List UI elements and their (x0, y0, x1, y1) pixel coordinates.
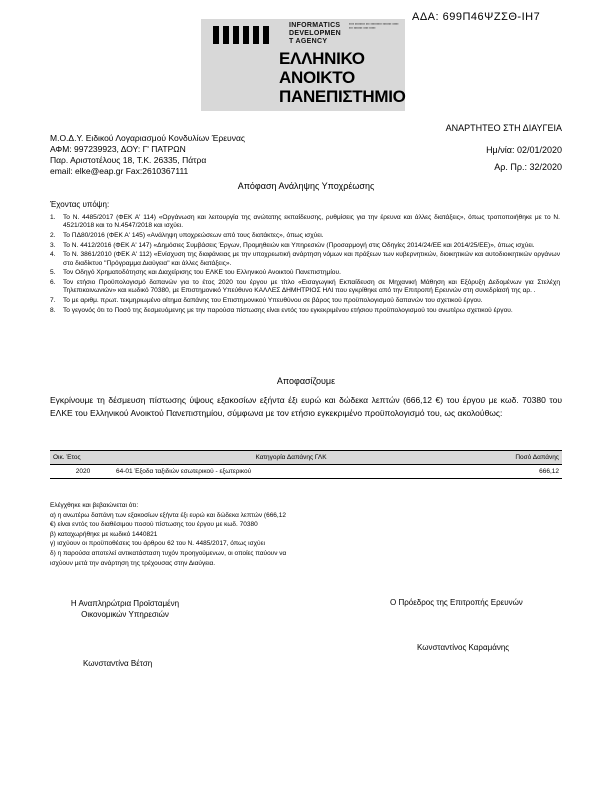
logo-name (279, 49, 406, 106)
item-text: Τον Οδηγό Χρηματοδότησης και Διαχείρισης του ΕΛΚΕ του Ελληνικού Ανοικτού Πανεπιστημίου. (63, 269, 341, 277)
doc-title: Απόφαση Ανάληψης Υποχρέωσης (237, 181, 375, 191)
item-text: Το Ν. 4412/2016 (ΦΕΚ Α' 147) «Δημόσιες Συμβάσεις Έργων, Προμηθειών και Υπηρεσιών (Προσαρμογή στις Οδηγίες 2014/24/ΕΕ και 2014/25/ΕΕ)», όπως ισχύει. (63, 241, 535, 249)
left-signature-name: Κωνσταντίνα Βέτση (83, 659, 153, 668)
left-role-line: Η Αναπληρώτρια Προϊσταμένη (70, 599, 180, 608)
table-cell: 2020 (50, 465, 116, 479)
doc-date: Ημ/νία: 02/01/2020 (486, 145, 562, 155)
table-cell: 64-01 Έξοδα ταξιδιών εσωτερικού - εξωτερικού (116, 465, 466, 479)
logo-agency-line: T AGENCY (289, 38, 328, 45)
org-name: Μ.Ο.Δ.Υ. Ειδικού Λογαριασμού Κονδυλίων Έρευνας (50, 133, 245, 143)
item-text: Το με αριθμ. πρωτ. τεκμηριωμένο αίτημα δαπάνης του Επιστημονικού Υπευθύνου σε βάρος του προϋπολογισμού δαπανών του σχετικού έργου. (63, 296, 483, 304)
table-header-row (50, 451, 562, 465)
verification-block (50, 501, 286, 568)
item-num: 3. (50, 241, 56, 249)
org-email: email: elke@eap.gr Fax:2610367111 (50, 166, 189, 176)
logo-agency-line: INFORMATICS (289, 22, 341, 29)
list-item (50, 307, 560, 315)
item-num: 2. (50, 231, 56, 239)
item-num: 4. (50, 251, 56, 259)
verification-line: γ) ισχύουν οι προϋποθέσεις του άρθρου 62 του Ν. 4485/2017, όπως ισχύει (50, 540, 265, 548)
org-block (50, 133, 245, 177)
approval-text: Εγκρίνουμε τη δέσμευση πίστωσης ύψους εξακοσίων εξήντα έξι ευρώ και δώδεκα λεπτών (666,12 €) του έργου με κωδ. 70380 του ΕΛΚΕ του Ελληνικού Ανοικτού Πανεπιστημίου, σύμφωνα με τον ετήσιο εγκεκριμένο προϋπολογισμό του, ως ακολούθως: (50, 395, 562, 418)
list-item (50, 232, 560, 240)
verification-line: €) είναι εντός του διαθέσιμου ποσού πίστωσης του έργου με κωδ. 70380 (50, 521, 258, 529)
table-cell: 666,12 (466, 465, 562, 479)
verification-line: α) η ανωτέρω δαπάνη των εξακοσίων εξήντα έξι ευρώ και δώδεκα λεπτών (666,12 (50, 511, 286, 519)
posting-label: ΑΝΑΡΤΗΤΕΟ ΣΤΗ ΔΙΑΥΓΕΙΑ (445, 123, 562, 133)
org-address: Παρ. Αριστοτέλους 18, Τ.Κ. 26335, Πάτρα (50, 155, 207, 165)
eap-logo (201, 19, 405, 111)
item-num: 5. (50, 269, 56, 277)
table-header-cell: Οικ. Έτος (50, 451, 116, 465)
verification-line: ισχύουν μετά την ανάρτηση της τρέχουσας στην Διαύγεια. (50, 559, 216, 567)
item-text: Το Ν. 4485/2017 (ΦΕΚ Α' 114) «Οργάνωση και λειτουργία της ανώτατης εκπαίδευσης, ρυθμίσεις για την έρευνα και άλλες διατάξεις», όπως τροποποιήθηκε με το Ν. 4521/2018 και το Ν.4547/2018 και ισχύει. (63, 214, 560, 230)
list-item (50, 242, 560, 250)
logo-fine-print: ▪▪▪▪ ▪▪▪▪▪▪▪▪ ▪▪▪ ▪▪▪▪▪▪▪▪▪ ▪▪▪▪▪▪▪ ▪▪▪▪▪ ▪▪▪ ▪▪▪▪▪▪▪ ▪▪▪▪ ▪▪▪▪▪ (349, 22, 399, 31)
logo-bars-icon (209, 24, 279, 46)
logo-name-line: ΠΑΝΕΠΙΣΤΗΜΙΟ (279, 87, 406, 106)
list-item (50, 297, 560, 305)
item-text: Τον ετήσιο Προϋπολογισμό δαπανών για το έτος 2020 του έργου με τίτλο «Εισαγωγική Εκπαίδευση σε Μηχανική Μάθηση και Εξόρυξη Δεδομένων για Στελέχη Τηλεπικοινωνιών» και κωδικό 70380, με Επιστημονικό Υπεύθυνο ΚΑΛΛΕΣ ΔΗΜΗΤΡΙΟΣ ΗΛΙ που εγκρίθηκε από την Επιτροπή Ερευνών στη συνεδρίασή της αρ. . (63, 279, 560, 295)
list-item (50, 214, 560, 230)
ada-code: ΑΔΑ: 699Π46ΨΖΣΘ-ΙΗ7 (412, 11, 541, 23)
list-item (50, 269, 560, 277)
verification-line: β) καταχωρήθηκε με κωδικό 1440821 (50, 530, 158, 538)
considerations-list (50, 214, 560, 317)
doc-protocol: Αρ. Πρ.: 32/2020 (494, 162, 562, 172)
verification-intro: Ελέγχθηκε και βεβαιώνεται ότι: (50, 502, 139, 509)
item-num: 8. (50, 306, 56, 314)
right-signature-name: Κωνσταντίνος Καραμάνης (417, 643, 510, 652)
right-signature-role: Ο Πρόεδρος της Επιτροπής Ερευνών (390, 598, 523, 607)
logo-agency-text (289, 22, 341, 46)
list-item (50, 251, 560, 267)
item-num: 1. (50, 214, 56, 221)
item-text: Το γεγονός ότι το Ποσό της δεσμευόμενης με την παρούσα πίστωσης είναι εντός του εγκεκριμένου ετήσιου προϋπολογισμού του ανωτέρω σχετικού έργου. (63, 306, 513, 314)
left-role-line: Οικονομικών Υπηρεσιών (81, 610, 169, 619)
logo-name-line: ΑΝΟΙΚΤΟ (279, 68, 355, 87)
left-signature-role (60, 598, 190, 620)
expense-table (50, 450, 562, 479)
table-header-cell: Κατηγορία Δαπάνης ΓΛΚ (116, 451, 466, 465)
list-item (50, 279, 560, 295)
item-text: Το Ν. 3861/2010 (ΦΕΚ Α' 112) «Ενίσχυση της διαφάνειας με την υποχρεωτική ανάρτηση νόμων και πράξεων των κυβερνητικών, διοικητικών και αυτοδιοικητικών οργάνων στο διαδίκτυο "Πρόγραμμα Διαύγεια" και άλλες διατάξεις». (63, 251, 560, 267)
logo-name-line: ΕΛΛΗΝΙΚΟ (279, 49, 365, 68)
org-afm: ΑΦΜ: 997239923, ΔΟΥ: Γ' ΠΑΤΡΩΝ (50, 144, 186, 154)
logo-agency-line: DEVELOPMEN (289, 30, 342, 37)
item-num: 6. (50, 279, 56, 287)
table-row (50, 465, 562, 479)
considering-label: Έχοντας υπόψη: (50, 200, 110, 209)
item-text: Το ΠΔ80/2016 (ΦΕΚ Α' 145) «Ανάληψη υποχρεώσεων από τους διατάκτες», όπως ισχύει. (63, 231, 324, 239)
decide-heading: Αποφασίζουμε (276, 376, 336, 386)
item-num: 7. (50, 296, 56, 304)
table-header-cell: Ποσό Δαπάνης (466, 451, 562, 465)
verification-line: δ) η παρούσα αποτελεί αντικατάσταση τυχόν προηγούμενων, οι οποίες παύουν να (50, 549, 287, 557)
